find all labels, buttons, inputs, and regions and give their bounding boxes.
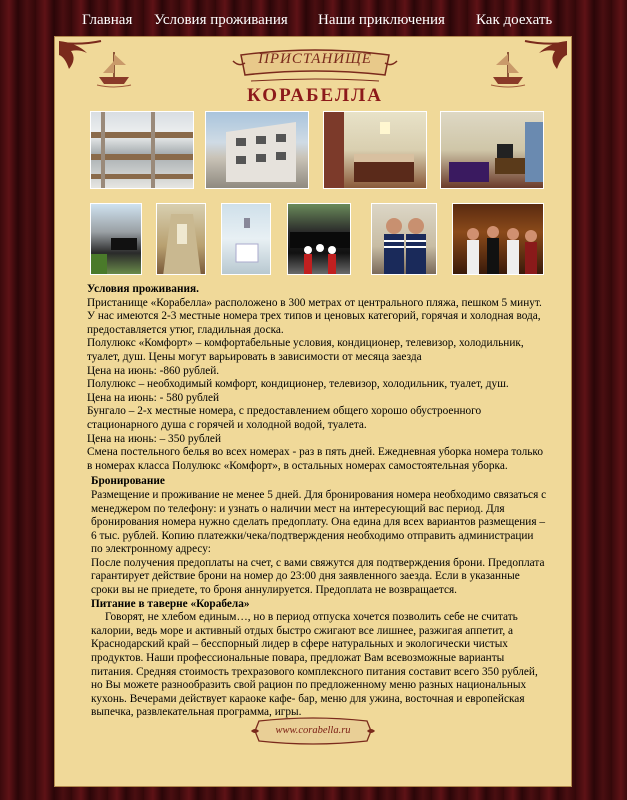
living-paragraph: Смена постельного белья во всех номерах - раз в пять дней. Ежедневная уборка номера только в номерах класса Полулюкс «Комфорт», в остальных номерах самостоятельная уборка. xyxy=(87,446,543,472)
booking-title: Бронирование xyxy=(91,475,165,488)
booking-paragraph: Размещение и проживание не менее 5 дней. Для бронирования номера необходимо связаться с менеджером по телефону: и узнать о наличии мест на интересующий вас период. Для бронирования номера нужно сделать предоплату. Она едина для всех вариантов размещения – 6 тыс. рублей. Копию платежки/чека/подтверждения необходимо отправить администрации по электронному адресу: xyxy=(91,488,547,556)
price-line: Цена на июнь: – 350 рублей xyxy=(87,432,221,445)
nav-item-directions[interactable]: Как доехать xyxy=(476,12,553,28)
top-navigation xyxy=(0,0,627,36)
nav-item-adventures[interactable]: Наши приключения xyxy=(318,12,445,28)
ship-icon xyxy=(93,47,135,89)
couple-photo[interactable] xyxy=(371,203,437,275)
living-paragraph: Пристанище «Корабелла» расположено в 300 метрах от центрального пляжа, пешком 5 минут. У нас имеются 2-3 местные номера трех типов и ценовых категорий, горячая и холодная вода, предоставляется утюг, гладильная доска. xyxy=(87,296,542,336)
parking-photo[interactable] xyxy=(90,203,142,275)
site-url-link[interactable]: www.corabella.ru xyxy=(275,725,351,736)
price-line: Цена на июнь: - 580 рублей xyxy=(87,391,220,404)
bathroom-photo[interactable] xyxy=(221,203,271,275)
building-exterior-photo[interactable] xyxy=(205,111,309,189)
content-panel xyxy=(54,36,572,787)
food-title: Питание в таверне «Корабела» xyxy=(91,597,250,610)
booking-paragraph: После получения предоплаты на счет, с вами свяжутся для подтверждения брони. Предоплата гарантирует действие брони на номер до 23:00 дня заявленного заезда. Если в указанные сроки вы не приедете, то броня аннулируется. Предоплата не возвращается. xyxy=(91,556,545,597)
nav-item-home[interactable]: Главная xyxy=(82,12,133,28)
building-balconies-photo[interactable] xyxy=(90,111,194,189)
site-url-badge[interactable] xyxy=(251,713,375,749)
logo-main-label: КОРАБЕЛЛА xyxy=(247,85,383,106)
site-logo[interactable] xyxy=(231,47,399,113)
limousine-photo[interactable] xyxy=(287,203,351,275)
living-paragraph: Полулюкс – необходимый комфорт, кондиционер, телевизор, холодильник, туалет, душ. xyxy=(87,378,509,391)
logo-top-label: ПРИСТАНИЩЕ xyxy=(258,51,372,67)
living-paragraph: Полулюкс «Комфорт» – комфортабельные условия, кондиционер, телевизор, холодильник, туалет, душ. Цены могут варьировать в зависимости от месяца заезда xyxy=(87,337,524,363)
ship-icon xyxy=(487,47,529,89)
food-paragraph: Говорят, не хлебом единым…, но в период отпуска хочется позволить себе не считать калории, ведь море и активный отдых быстро сжигают все лишнее, разжигая аппетит, а Краснодарский край – бесспорный лидер в сфере натуральных и экологически чистых продуктов. Наши профессиональные повара, предложат Вам всевозможные варианты питания. Средняя стоимость трехразового комплексного питания составит всего 350 рублей, но Вы можете разнообразить свой рацион по предложенному меню разных национальных кухонь. Вечерами действует караоке кафе- бар, меню для ужина, восточная и европейская выпечка, развлекательная программа, игры. xyxy=(91,611,538,719)
price-line: Цена на июнь: -860 рублей. xyxy=(87,364,220,377)
room-bed-photo[interactable] xyxy=(323,111,427,189)
corridor-photo[interactable] xyxy=(156,203,206,275)
main-text xyxy=(87,283,547,720)
living-conditions-title: Условия проживания. xyxy=(87,283,199,295)
room-tv-photo[interactable] xyxy=(440,111,544,189)
nav-item-living-conditions[interactable]: Условия проживания xyxy=(154,12,288,28)
living-paragraph: Бунгало – 2-х местные номера, с предоставлением общего хорошо обустроенного стационарного душа с горячей и холодной водой, туалета. xyxy=(87,405,482,431)
tavern-party-photo[interactable] xyxy=(452,203,544,275)
